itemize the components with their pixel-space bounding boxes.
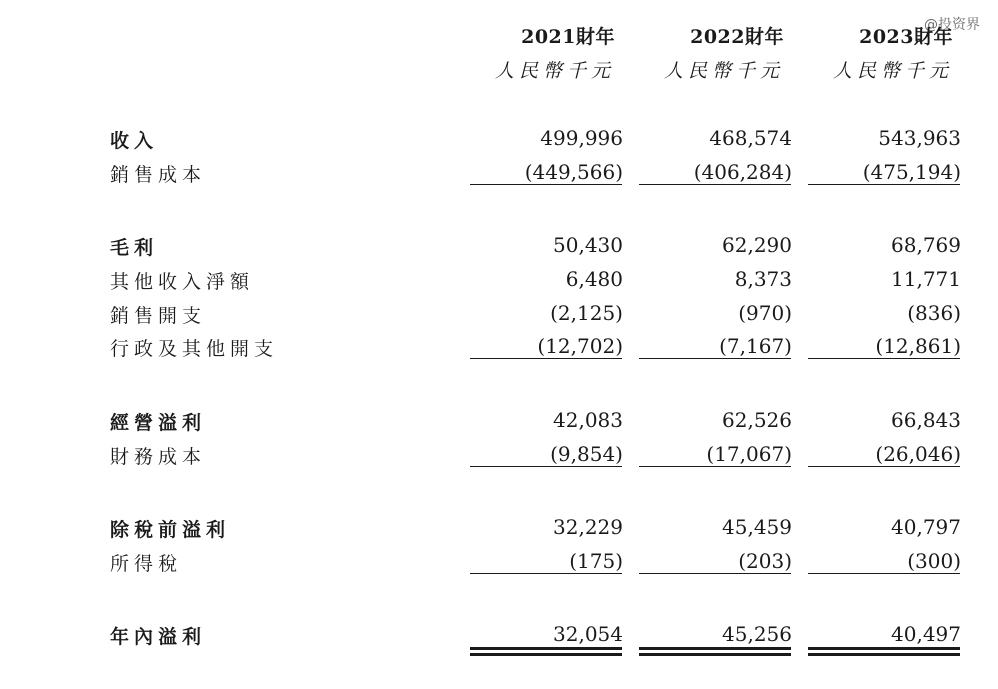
- value-2023: (475,194): [862, 160, 961, 184]
- total-double-rule: [808, 647, 960, 656]
- value-2022: 45,256: [722, 622, 792, 646]
- subtotal-rule: [808, 358, 960, 359]
- value-2022: 62,526: [722, 408, 792, 432]
- value-2023: (12,861): [875, 334, 961, 358]
- subtotal-rule: [808, 184, 960, 185]
- row-cost-of-sales: [0, 158, 998, 192]
- row-finance-costs: [0, 440, 998, 474]
- value-2022: 468,574: [709, 126, 792, 150]
- value-2022: 62,290: [722, 233, 792, 257]
- value-2021: 50,430: [553, 233, 623, 257]
- row-label: 收入: [110, 130, 159, 152]
- value-2021: 6,480: [565, 267, 623, 291]
- value-2022: 8,373: [734, 267, 792, 291]
- column-year: 2023財年: [859, 26, 953, 48]
- subtotal-rule: [470, 184, 622, 185]
- column-unit: 人民幣千元: [832, 60, 953, 82]
- value-2022: (203): [738, 549, 792, 573]
- value-2021: 42,083: [553, 408, 623, 432]
- row-label: 銷售開支: [110, 305, 207, 327]
- row-other-income: [0, 265, 998, 299]
- row-selling-expenses: [0, 299, 998, 333]
- row-operating-profit: [0, 406, 998, 440]
- row-label: 財務成本: [110, 446, 207, 468]
- row-gross-profit: [0, 231, 998, 265]
- value-2021: (175): [569, 549, 623, 573]
- value-2023: 11,771: [891, 267, 961, 291]
- subtotal-rule: [639, 466, 791, 467]
- value-2023: 68,769: [891, 233, 961, 257]
- value-2021: 32,054: [553, 622, 623, 646]
- value-2021: 32,229: [553, 515, 623, 539]
- row-label: 經營溢利: [110, 412, 207, 434]
- value-2021: (449,566): [524, 160, 623, 184]
- value-2023: (836): [907, 301, 961, 325]
- value-2021: (9,854): [550, 442, 623, 466]
- value-2022: (406,284): [693, 160, 792, 184]
- watermark-text: @投资界: [924, 17, 980, 33]
- value-2023: 66,843: [891, 408, 961, 432]
- column-year: 2022財年: [690, 26, 784, 48]
- value-2021: (2,125): [550, 301, 623, 325]
- row-label: 毛利: [110, 237, 159, 259]
- value-2022: (970): [738, 301, 792, 325]
- value-2022: 45,459: [722, 515, 792, 539]
- value-2021: (12,702): [537, 334, 623, 358]
- value-2022: (17,067): [706, 442, 792, 466]
- row-label: 除稅前溢利: [110, 519, 231, 541]
- row-admin-expenses: [0, 332, 998, 366]
- column-unit: 人民幣千元: [494, 60, 615, 82]
- column-unit: 人民幣千元: [663, 60, 784, 82]
- value-2023: 543,963: [878, 126, 961, 150]
- subtotal-rule: [639, 184, 791, 185]
- subtotal-rule: [470, 466, 622, 467]
- total-double-rule: [470, 647, 622, 656]
- row-label: 銷售成本: [110, 164, 207, 186]
- row-revenue: [0, 124, 998, 158]
- subtotal-rule: [808, 573, 960, 574]
- subtotal-rule: [470, 573, 622, 574]
- value-2023: 40,797: [891, 515, 961, 539]
- subtotal-rule: [639, 573, 791, 574]
- value-2023: 40,497: [891, 622, 961, 646]
- row-label: 年內溢利: [110, 626, 207, 648]
- row-income-tax: [0, 547, 998, 581]
- total-double-rule: [639, 647, 791, 656]
- row-profit-before-tax: [0, 513, 998, 547]
- subtotal-rule: [808, 466, 960, 467]
- row-label: 其他收入淨額: [110, 271, 255, 293]
- value-2023: (300): [907, 549, 961, 573]
- column-year: 2021財年: [521, 26, 615, 48]
- subtotal-rule: [639, 358, 791, 359]
- subtotal-rule: [470, 358, 622, 359]
- row-label: 行政及其他開支: [110, 338, 279, 360]
- value-2021: 499,996: [540, 126, 623, 150]
- row-label: 所得稅: [110, 553, 183, 575]
- value-2023: (26,046): [875, 442, 961, 466]
- value-2022: (7,167): [719, 334, 792, 358]
